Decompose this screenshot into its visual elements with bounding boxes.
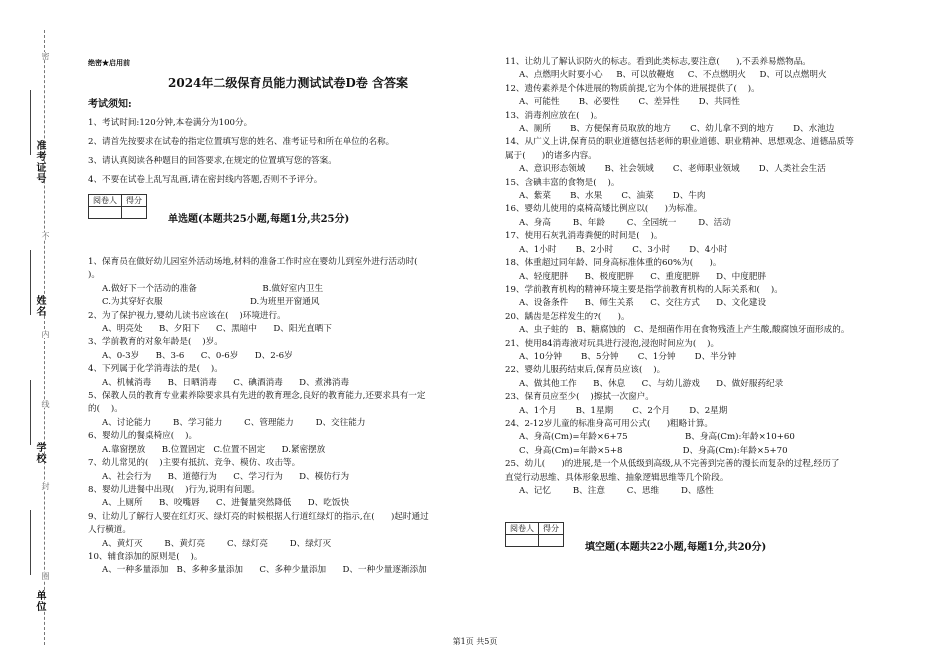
question-text: 12、遗传素养是个体进展的物质前提,它为个体的进展提供了( )。 (505, 83, 760, 94)
question-options: A、上厕所 B、咬嘴唇 C、进餐量突然降低 D、吃饭快 (102, 498, 350, 509)
question-text: 3、学前教育的对象年龄是( )岁。 (88, 337, 223, 348)
grader-input[interactable] (506, 535, 539, 547)
question-text: 10、辅食添加的原则是( )。 (88, 551, 203, 562)
question-text: 9、让幼儿了解行人要在红灯灭、绿灯亮的时候根据人行道红绿灯的指示,在( )起时通过 (88, 511, 429, 522)
question-text: 1、保育员在做好幼儿园室外活动场地,材料的准备工作时应在婴幼儿到室外进行活动时( (88, 257, 418, 267)
grader-cell: 阅卷人 (89, 195, 122, 207)
question-options: A、设备条件 B、师生关系 C、交往方式 D、文化建设 (519, 298, 767, 309)
question-text: 13、消毒剂应放在( )。 (505, 110, 603, 121)
right-column (505, 56, 925, 562)
grader-cell: 阅卷人 (506, 523, 539, 535)
question-text: 直觉行动思维、具体形象思维、抽象逻辑思维等几个阶段。 (505, 472, 729, 483)
seal-char: 不 (41, 232, 50, 240)
question-text: 2、为了保护视力,婴幼儿读书应该在( )环境进行。 (88, 310, 286, 321)
question-options: A、明亮处 B、夕阳下 C、黑暗中 D、阳光直晒下 (102, 324, 332, 335)
question-text: 18、体重超过同年龄、同身高标准体重的60%为( )。 (505, 258, 722, 269)
question-options: A、意识形态领域 B、社会领域 C、老师职业领域 D、人类社会生活 (519, 164, 826, 175)
page-title: 2024年二级保育员能力测试试卷D卷 含答案 (168, 76, 408, 90)
question-options: A.靠窗摆放 B.位置固定 C.位置不固定 D.紧密摆放 (102, 444, 326, 455)
question-options: C.为其穿好衣服 D.为班里开窗通风 (102, 297, 320, 308)
notice-item: 1、考试时间:120分钟,本卷满分为100分。 (88, 118, 253, 128)
grader-input[interactable] (89, 207, 122, 219)
questions-1-10 (88, 256, 488, 578)
question-options: A、机械消毒 B、日晒消毒 C、碘酒消毒 D、煮沸消毒 (102, 377, 350, 388)
question-options: A、身高(Cm)=年龄×6+75 B、身高(Cm):年龄×10+60 (519, 432, 795, 443)
notice-item: 2、请首先按要求在试卷的指定位置填写您的姓名、准考证号和所在单位的名称。 (88, 137, 395, 147)
confidential-tag: 绝密★启用前 (88, 58, 130, 67)
question-options: A、1个月 B、1星期 C、2个月 D、2星期 (519, 405, 728, 416)
school-label: 学校 (34, 442, 45, 464)
notice-heading: 考试须知: (88, 99, 132, 110)
fill-underline (30, 90, 31, 155)
question-text: 属于( )的诸多内容。 (505, 150, 597, 161)
question-text: 6、婴幼儿的餐桌椅应( )。 (88, 431, 198, 442)
exam-number-label: 准考证号 (34, 140, 45, 184)
question-text: 7、幼儿常见的( )主要有抵抗、竞争、模仿、攻击等。 (88, 458, 301, 469)
question-text: 23、保育员应至少( )擦拭一次窗户。 (505, 392, 654, 403)
question-options: A、紫菜 B、水果 C、油菜 D、牛肉 (519, 191, 706, 202)
question-options: A、做其他工作 B、休息 C、与幼儿游戏 D、做好服药纪录 (519, 378, 784, 389)
question-text: 24、2-12岁儿童的标准身高可用公式( )粗略计算。 (505, 418, 714, 429)
notice-item: 3、请认真阅读各种题目的回答要求,在规定的位置填写您的答案。 (88, 156, 337, 166)
section2-header (505, 522, 925, 562)
question-text: 19、学前教育机构的精神环境主要是指学前教育机构的人际关系和( )。 (505, 284, 783, 295)
score-table (88, 194, 147, 219)
section1-header (88, 194, 488, 234)
question-options: A、社会行为 B、道德行为 C、学习行为 D、模仿行为 (102, 471, 350, 482)
unit-label: 单位 (34, 590, 45, 612)
question-options: A、身高 B、年龄 C、全园统一 D、活动 (519, 217, 731, 228)
question-text: )。 (88, 270, 100, 281)
seal-char: 线 (41, 400, 50, 408)
question-options: A、一种多量添加 B、多种多量添加 C、多种少量添加 D、一种少量逐渐添加 (102, 565, 427, 576)
fill-underline (30, 250, 31, 315)
question-options: A、虫子蛀的 B、糖腐蚀的 C、是细菌作用在食物残渣上产生酸,酸腐蚀牙面形成的。 (519, 325, 850, 336)
question-text: 的( )。 (88, 404, 123, 415)
fill-underline (30, 380, 31, 445)
left-column (88, 50, 488, 578)
seal-char: 封 (41, 482, 50, 490)
question-options: A、10分钟 B、5分钟 C、1分钟 D、半分钟 (519, 351, 736, 362)
question-text: 4、下列属于化学消毒法的是( )。 (88, 364, 223, 375)
question-options: A、厕所 B、方便保育员取放的地方 C、幼儿拿不到的地方 D、水池边 (519, 124, 835, 135)
question-text: 人行横道。 (88, 525, 131, 536)
question-options: A、轻度肥胖 B、极度肥胖 C、重度肥胖 D、中度肥胖 (519, 271, 767, 282)
question-text: 14、从广义上讲,保育员的职业道德包括老师的职业道德、职业精神、思想观念、道德品质等 (505, 137, 854, 148)
question-options: A、记忆 B、注意 C、思维 D、感性 (519, 486, 714, 496)
question-text: 20、龋齿是怎样发生的?( )。 (505, 311, 630, 322)
seal-char: 密 (41, 52, 50, 60)
question-text: 17、使用石灰乳消毒粪便的时间是( )。 (505, 231, 663, 242)
binding-margin (0, 0, 70, 671)
seal-char: 圈 (41, 572, 50, 580)
name-label: 姓名 (34, 295, 45, 317)
question-text: 8、婴幼儿进餐中出现( )行为,说明有问题。 (88, 484, 260, 495)
question-options: A.做好下一个活动的准备 B.做好室内卫生 (102, 283, 324, 294)
question-options: A、讨论能力 B、学习能力 C、管理能力 D、交往能力 (102, 417, 366, 428)
question-text: 16、婴幼儿使用的桌椅高矮比例应以( )为标准。 (505, 204, 703, 215)
score-input[interactable] (539, 535, 564, 547)
score-input[interactable] (122, 207, 147, 219)
notice-list (88, 114, 488, 190)
score-cell: 得分 (539, 523, 564, 535)
page-number: 第1页 共5页 (452, 637, 498, 646)
fill-underline (30, 510, 31, 575)
question-text: 15、含碘丰富的食物是( )。 (505, 177, 620, 188)
section2-title: 填空题(本题共22小题,每题1分,共20分) (585, 542, 767, 554)
question-options: A、点燃明火时要小心 B、可以放鞭炮 C、不点燃明火 D、可以点燃明火 (519, 70, 827, 81)
question-options: A、可能性 B、必要性 C、差异性 D、共同性 (519, 97, 740, 108)
score-cell: 得分 (122, 195, 147, 207)
question-options: A、黄灯灭 B、黄灯亮 C、绿灯亮 D、绿灯灭 (102, 538, 332, 549)
score-table (505, 522, 564, 547)
question-options: C、身高(Cm)=年龄×5+8 D、身高(Cm):年龄×5+70 (519, 445, 788, 456)
section1-title: 单选题(本题共25小题,每题1分,共25分) (168, 214, 350, 225)
question-text: 11、让幼儿了解认识防火的标志。看到此类标志,要注意( ),不丢养易燃物品。 (505, 57, 811, 67)
question-options: A、0-3岁 B、3-6 C、0-6岁 D、2-6岁 (102, 350, 293, 361)
question-text: 5、保教人员的教育专业素养除要求具有先进的教育理念,良好的教育能力,还要求具有一定 (88, 391, 426, 402)
question-options: A、1小时 B、2小时 C、3小时 D、4小时 (519, 244, 728, 255)
notice-item: 4、不要在试卷上乱写乱画,请在密封线内答题,否则不予评分。 (88, 175, 323, 185)
seal-char: 内 (41, 330, 50, 338)
question-text: 25、幼儿( )的进展,是一个从低级到高级,从不完善到完善的漫长而复杂的过程,经历了 (505, 459, 840, 470)
question-text: 22、婴幼儿服药结束后,保育员应该( )。 (505, 365, 666, 376)
question-text: 21、使用84消毒液对玩具进行浸泡,浸泡时间应为( )。 (505, 338, 720, 349)
